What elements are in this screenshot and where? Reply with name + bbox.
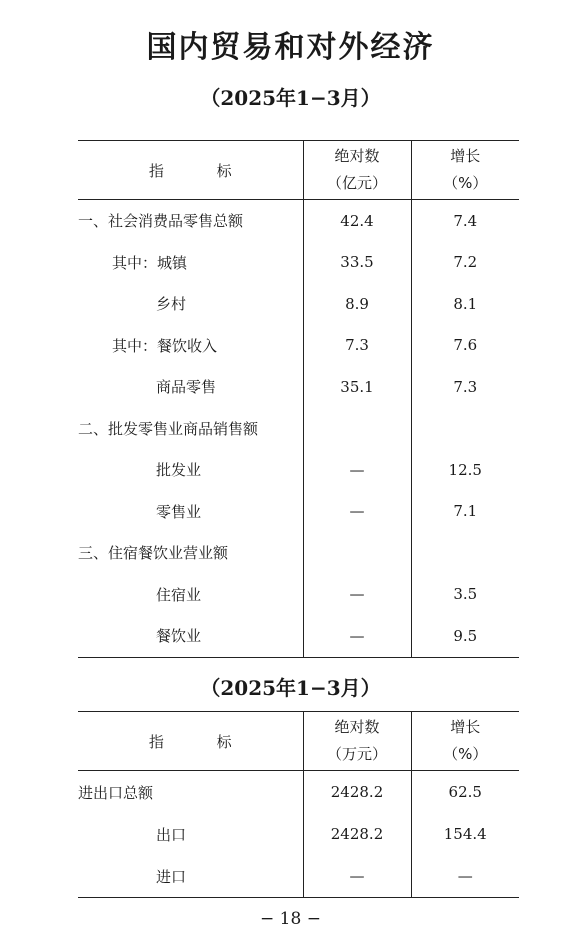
table-row	[78, 242, 519, 284]
row-value: 35.1	[303, 366, 411, 408]
absolute-header-label: 绝对数	[334, 718, 380, 736]
row-growth: 7.2	[453, 253, 478, 272]
row-label: 乡村	[156, 295, 187, 314]
table-row	[78, 366, 519, 408]
growth-header-unit: （%）	[443, 174, 488, 192]
table-header-row	[78, 712, 519, 771]
growth-header	[411, 712, 519, 771]
growth-header-label: 增长	[450, 718, 481, 736]
row-value: —	[303, 615, 411, 657]
row-label: 其中：城镇	[112, 253, 188, 272]
row-value	[303, 532, 411, 574]
table-row	[78, 200, 519, 242]
row-value: 2428.2	[303, 771, 411, 814]
row-growth: 62.5	[448, 783, 482, 801]
row-growth: 7.3	[453, 377, 478, 396]
table2-period: （2025年1−3月）	[200, 676, 381, 700]
row-value	[303, 408, 411, 450]
row-growth: 154.4	[443, 825, 487, 843]
growth-header-unit: （%）	[443, 745, 488, 763]
table-row	[78, 491, 519, 533]
table1-period: （2025年1−3月）	[200, 86, 381, 110]
row-value: —	[303, 574, 411, 616]
row-value: 2428.2	[303, 813, 411, 855]
table-row	[78, 574, 519, 616]
table-header-row	[78, 141, 519, 200]
row-label: 批发业	[156, 461, 202, 480]
growth-header-label: 增长	[450, 147, 481, 165]
table-row	[78, 813, 519, 855]
table-row	[78, 532, 519, 574]
row-value: —	[303, 491, 411, 533]
row-growth: 3.5	[453, 585, 478, 604]
row-growth: 12.5	[448, 460, 482, 479]
table-row	[78, 615, 519, 657]
row-label: 零售业	[156, 502, 202, 521]
indicator-header: 指 标	[78, 712, 303, 771]
growth-header	[411, 141, 519, 200]
row-growth: 9.5	[453, 626, 478, 645]
page-number: − 18 −	[260, 909, 321, 929]
row-value: 7.3	[303, 325, 411, 367]
row-label: 进口	[156, 867, 187, 886]
absolute-header	[303, 141, 411, 200]
row-value: —	[303, 855, 411, 898]
row-value: —	[303, 449, 411, 491]
indicator-header: 指 标	[78, 141, 303, 200]
table-row	[78, 283, 519, 325]
row-growth: 7.4	[453, 211, 478, 230]
table-row	[78, 855, 519, 898]
row-value: 8.9	[303, 283, 411, 325]
table-row	[78, 408, 519, 450]
row-growth: 7.6	[453, 336, 478, 355]
table-row	[78, 325, 519, 367]
row-value: 42.4	[303, 200, 411, 242]
row-label: 三、住宿餐饮业营业额	[78, 544, 229, 563]
absolute-header-unit: （亿元）	[326, 174, 387, 192]
foreign-trade-table	[78, 711, 519, 898]
retail-trade-table	[78, 140, 519, 658]
table-row	[78, 449, 519, 491]
row-growth	[411, 408, 519, 450]
page-title: 国内贸易和对外经济	[146, 30, 435, 65]
absolute-header-label: 绝对数	[334, 147, 380, 165]
row-label: 其中：餐饮收入	[112, 336, 218, 355]
absolute-header	[303, 712, 411, 771]
row-label: 出口	[156, 825, 187, 844]
row-growth	[411, 532, 519, 574]
row-growth: 7.1	[453, 502, 478, 521]
row-label: 餐饮业	[156, 627, 202, 646]
row-label: 一、社会消费品零售总额	[78, 212, 244, 231]
row-label: 住宿业	[156, 585, 202, 604]
row-label: 进出口总额	[78, 783, 154, 802]
table-row	[78, 771, 519, 814]
absolute-header-unit: （万元）	[326, 745, 387, 763]
row-label: 商品零售	[156, 378, 217, 397]
row-value: 33.5	[303, 242, 411, 284]
row-growth: —	[457, 867, 473, 885]
row-growth: 8.1	[453, 294, 478, 313]
row-label: 二、批发零售业商品销售额	[78, 419, 259, 438]
